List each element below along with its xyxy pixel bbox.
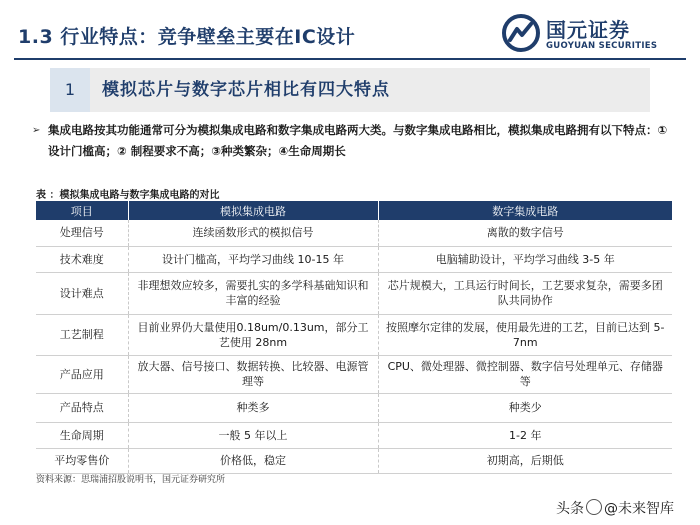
source-note: 资料来源：思瑞浦招股说明书，国元证券研究所 xyxy=(36,475,226,485)
table-row xyxy=(36,314,672,355)
analog-cell: 目前业界仍大量使用0.18um/0.13um，部分工艺使用 28nm xyxy=(128,314,378,355)
digital-cell: 初期高，后期低 xyxy=(378,448,672,473)
digital-cell: 电脑辅助设计，平均学习曲线 3-5 年 xyxy=(378,246,672,272)
analog-cell: 种类多 xyxy=(128,393,378,422)
section-number-box xyxy=(50,68,90,112)
digital-cell: 按照摩尔定律的发展，使用最先进的工艺，目前已达到 5-7nm xyxy=(378,314,672,355)
row-label: 设计难点 xyxy=(36,272,128,314)
table-row xyxy=(36,246,672,272)
intro-paragraph xyxy=(32,120,676,162)
digital-cell: 1-2 年 xyxy=(378,422,672,448)
digital-cell: 离散的数字信号 xyxy=(378,220,672,246)
logo-chinese-name: 国元证券 xyxy=(546,18,630,42)
bullet-arrow-icon: ➢ xyxy=(32,125,41,136)
analog-cell: 连续函数形式的模拟信号 xyxy=(128,220,378,246)
watermark-circle-icon xyxy=(586,499,602,515)
table-caption: 表 ：模拟集成电路与数字集成电路的对比 xyxy=(36,190,220,201)
analog-cell: 放大器、信号接口、数据转换、比较器、电源管理等 xyxy=(128,355,378,393)
logo-english-name: GUOYUAN SECURITIES xyxy=(546,41,658,51)
company-logo xyxy=(502,12,692,56)
table-row xyxy=(36,422,672,448)
row-label: 生命周期 xyxy=(36,422,128,448)
table-row xyxy=(36,355,672,393)
intro-text: 集成电路按其功能通常可分为模拟集成电路和数字集成电路两大类。与数字集成电路相比，模拟集成电路拥有以下特点：① 设计门槛高；② 制程要求不高；③种类繁杂；④生命周期长 xyxy=(48,123,668,158)
guoyuan-logo-icon xyxy=(502,14,540,52)
header-divider xyxy=(14,58,686,60)
watermark-prefix: 头条 xyxy=(556,501,584,517)
column-header: 项目 xyxy=(36,201,128,220)
page-header xyxy=(0,0,700,72)
row-label: 技术难度 xyxy=(36,246,128,272)
page-title: 1.3 行业特点：竞争壁垒主要在IC设计 xyxy=(18,26,356,48)
table-row xyxy=(36,448,672,473)
watermark-suffix: @未来智库 xyxy=(604,501,674,517)
digital-cell: 种类少 xyxy=(378,393,672,422)
row-label: 处理信号 xyxy=(36,220,128,246)
column-header: 数字集成电路 xyxy=(378,201,672,220)
table-row xyxy=(36,272,672,314)
table-row xyxy=(36,393,672,422)
row-label: 工艺制程 xyxy=(36,314,128,355)
table-header-row xyxy=(36,201,672,220)
table-row xyxy=(36,220,672,246)
section-heading: 模拟芯片与数字芯片相比有四大特点 xyxy=(102,80,390,100)
watermark xyxy=(556,498,674,518)
digital-cell: 芯片规模大，工具运行时间长，工艺要求复杂，需要多团队共同协作 xyxy=(378,272,672,314)
analog-cell: 非理想效应较多，需要扎实的多学科基础知识和丰富的经验 xyxy=(128,272,378,314)
analog-cell: 一般 5 年以上 xyxy=(128,422,378,448)
section-number: 1 xyxy=(64,80,76,99)
comparison-table xyxy=(36,201,672,474)
row-label: 产品特点 xyxy=(36,393,128,422)
analog-cell: 价格低，稳定 xyxy=(128,448,378,473)
analog-cell: 设计门槛高，平均学习曲线 10-15 年 xyxy=(128,246,378,272)
column-header: 模拟集成电路 xyxy=(128,201,378,220)
section-banner xyxy=(50,68,650,112)
row-label: 平均零售价 xyxy=(36,448,128,473)
digital-cell: CPU、微处理器、微控制器、数字信号处理单元、存储器等 xyxy=(378,355,672,393)
row-label: 产品应用 xyxy=(36,355,128,393)
